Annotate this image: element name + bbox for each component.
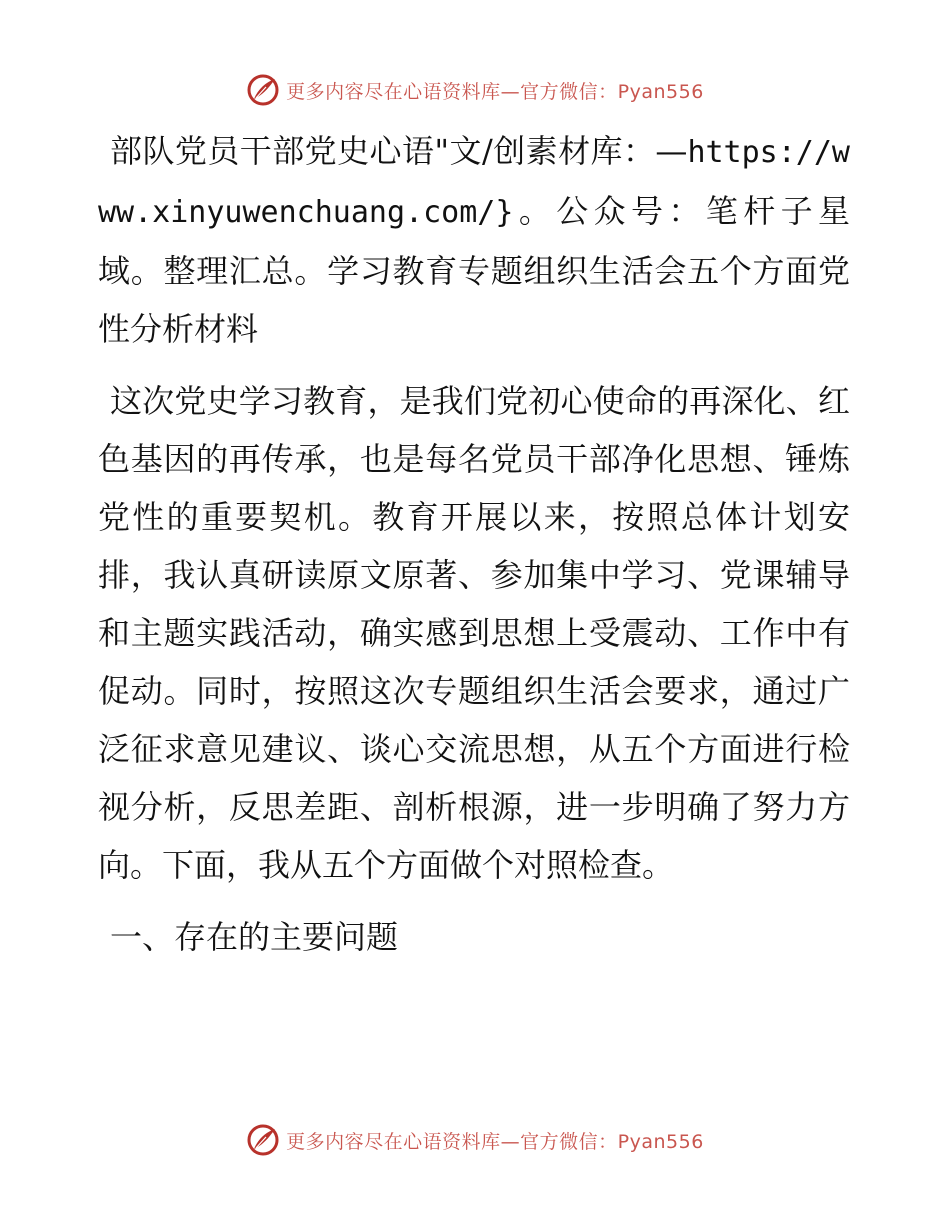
header-banner — [0, 70, 950, 110]
feather-logo-icon — [246, 73, 280, 107]
title-text-part2: 。公众号：笔杆子星域。整理汇总。学习教育专题组织生活会五个方面党性分析材料 — [98, 192, 850, 348]
section-heading: 一、存在的主要问题 — [110, 918, 399, 956]
feather-logo-icon — [246, 1123, 280, 1157]
title-text-part1: 部队党员干部党史心语"文/创素材库：— — [110, 132, 688, 170]
footer-banner-content — [246, 1123, 704, 1157]
intro-paragraph: 这次党史学习教育，是我们党初心使命的再深化、红色基因的再传承，也是每名党员干部净化思想、锤炼党性的重要契机。教育开展以来，按照总体计划安排，我认真研读原文原著、参加集中学习、党课辅导和主题实践活动，确实感到思想上受震动、工作中有促动。同时，按照这次专题组织生活会要求，通过广泛征求意见建议、谈心交流思想，从五个方面进行检视分析，反思差距、剖析根源，进一步明确了努力方向。下面，我从五个方面做个对照检查。 — [98, 382, 850, 884]
footer-banner — [0, 1120, 950, 1160]
footer-banner-text: 更多内容尽在心语资料库—官方微信：Pyan556 — [286, 1130, 704, 1153]
header-banner-text: 更多内容尽在心语资料库—官方微信：Pyan556 — [286, 80, 704, 103]
document-title — [98, 122, 850, 358]
title-url: https://www.xinyuwenchuang.com/} — [98, 135, 850, 230]
header-banner-content — [246, 73, 704, 107]
document-body — [98, 122, 850, 966]
